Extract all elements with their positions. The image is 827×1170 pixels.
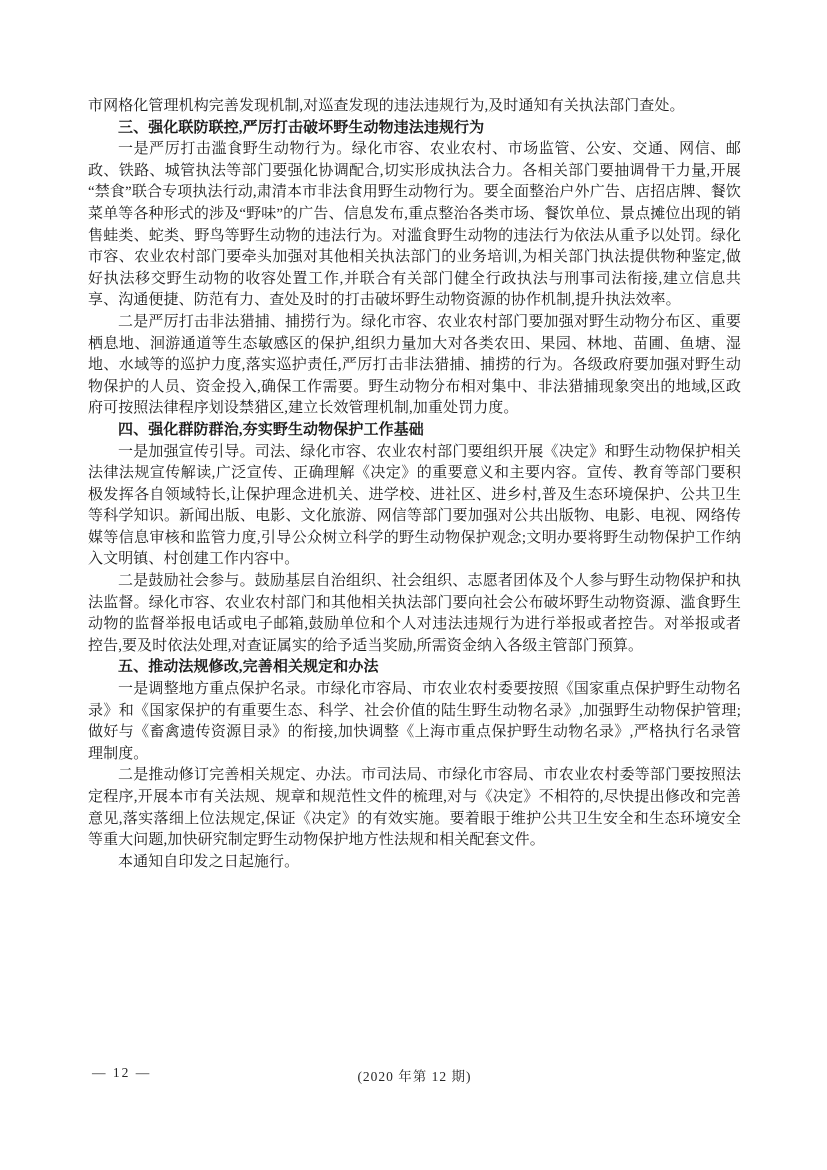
paragraph-continuation: 市网格化管理机构完善发现机制,对巡查发现的违法违规行为,及时通知有关执法部门查处。 [88, 98, 685, 114]
issue-label: (2020 年第 12 期) [357, 1069, 472, 1084]
paragraph-4-2: 二是鼓励社会参与。鼓励基层自治组织、社会组织、志愿者团体及个人参与野生动物保护和执法监督。绿化市容、农业农村部门和其他相关执法部门要向社会公布破坏野生动物资源、滥食野生动物的监督举报电话或电子邮箱,鼓励单位和个人对违法违规行为进行举报或者控告。对举报或者控告,要及时依法处理,对查证属实的给予适当奖励,所需资金纳入各级主管部门预算。 [88, 573, 741, 654]
section-heading-5: 五、推动法规修改,完善相关规定和办法 [118, 659, 379, 676]
section-heading-4: 四、强化群防群治,夯实野生动物保护工作基础 [118, 421, 424, 438]
document-body [88, 96, 741, 873]
paragraph-3-1: 一是严厉打击滥食野生动物行为。绿化市容、农业农村、市场监管、公安、交通、网信、邮政、铁路、城管执法等部门要强化协调配合,切实形成执法合力。各相关部门要抽调骨干力量,开展“禁食”联合专项执法行动,肃清本市非法食用野生动物行为。要全面整治户外广告、店招店牌、餐饮菜单等各种形式的涉及“野味”的广告、信息发布,重点整治各类市场、餐饮单位、景点摊位出现的销售蛙类、蛇类、野鸟等野生动物的违法行为。对滥食野生动物的违法行为依法从重予以处罚。绿化市容、农业农村部门要牵头加强对其他相关执法部门的业务培训,为相关部门执法提供物种鉴定,做好执法移交野生动物的收容处置工作,并联合有关部门健全行政执法与刑事司法衔接,建立信息共享、沟通便捷、防范有力、查处及时的打击破坏野生动物资源的协作机制,提升执法效率。 [88, 141, 741, 309]
paragraph-3-2: 二是严厉打击非法猎捕、捕捞行为。绿化市容、农业农村部门要加强对野生动物分布区、重要栖息地、洄游通道等生态敏感区的保护,组织力量加大对各类农田、果园、林地、苗圃、鱼塘、湿地、水域等的巡护力度,落实巡护责任,严厉打击非法猎捕、捕捞的行为。各级政府要加强对野生动物保护的人员、资金投入,确保工作需要。野生动物分布相对集中、非法猎捕现象突出的地域,区政府可按照法律程序划设禁猎区,建立长效管理机制,加重处罚力度。 [88, 313, 741, 417]
section-heading-3: 三、强化联防联控,严厉打击破坏野生动物违法违规行为 [118, 119, 485, 136]
paragraph-effective-date: 本通知自印发之日起施行。 [118, 853, 300, 870]
paragraph-4-1: 一是加强宣传引导。司法、绿化市容、农业农村部门要组织开展《决定》和野生动物保护相关法律法规宣传解读,广泛宣传、正确理解《决定》的重要意义和主要内容。宣传、教育等部门要积极发挥各自领域特长,让保护理念进机关、进学校、进社区、进乡村,普及生态环境保护、公共卫生等科学知识。新闻出版、电影、文化旅游、网信等部门要加强对公共出版物、电影、电视、网络传媒等信息审核和监管力度,引导公众树立科学的野生动物保护观念;文明办要将野生动物保护工作纳入文明镇、村创建工作内容中。 [88, 443, 741, 568]
page-number: — 12 — [92, 1065, 152, 1080]
paragraph-5-1: 一是调整地方重点保护名录。市绿化市容局、市农业农村委要按照《国家重点保护野生动物名录》和《国家保护的有重要生态、科学、社会价值的陆生野生动物名录》,加强野生动物保护管理;做好与《畜禽遗传资源目录》的衔接,加快调整《上海市重点保护野生动物名录》,严格执行名录管理制度。 [88, 681, 741, 762]
paragraph-5-2: 二是推动修订完善相关规定、办法。市司法局、市绿化市容局、市农业农村委等部门要按照法定程序,开展本市有关法规、规章和规范性文件的梳理,对与《决定》不相符的,尽快提出修改和完善意见,落实落细上位法规定,保证《决定》的有效实施。要着眼于维护公共卫生安全和生态环境安全等重大问题,加快研究制定野生动物保护地方性法规和相关配套文件。 [88, 767, 741, 849]
